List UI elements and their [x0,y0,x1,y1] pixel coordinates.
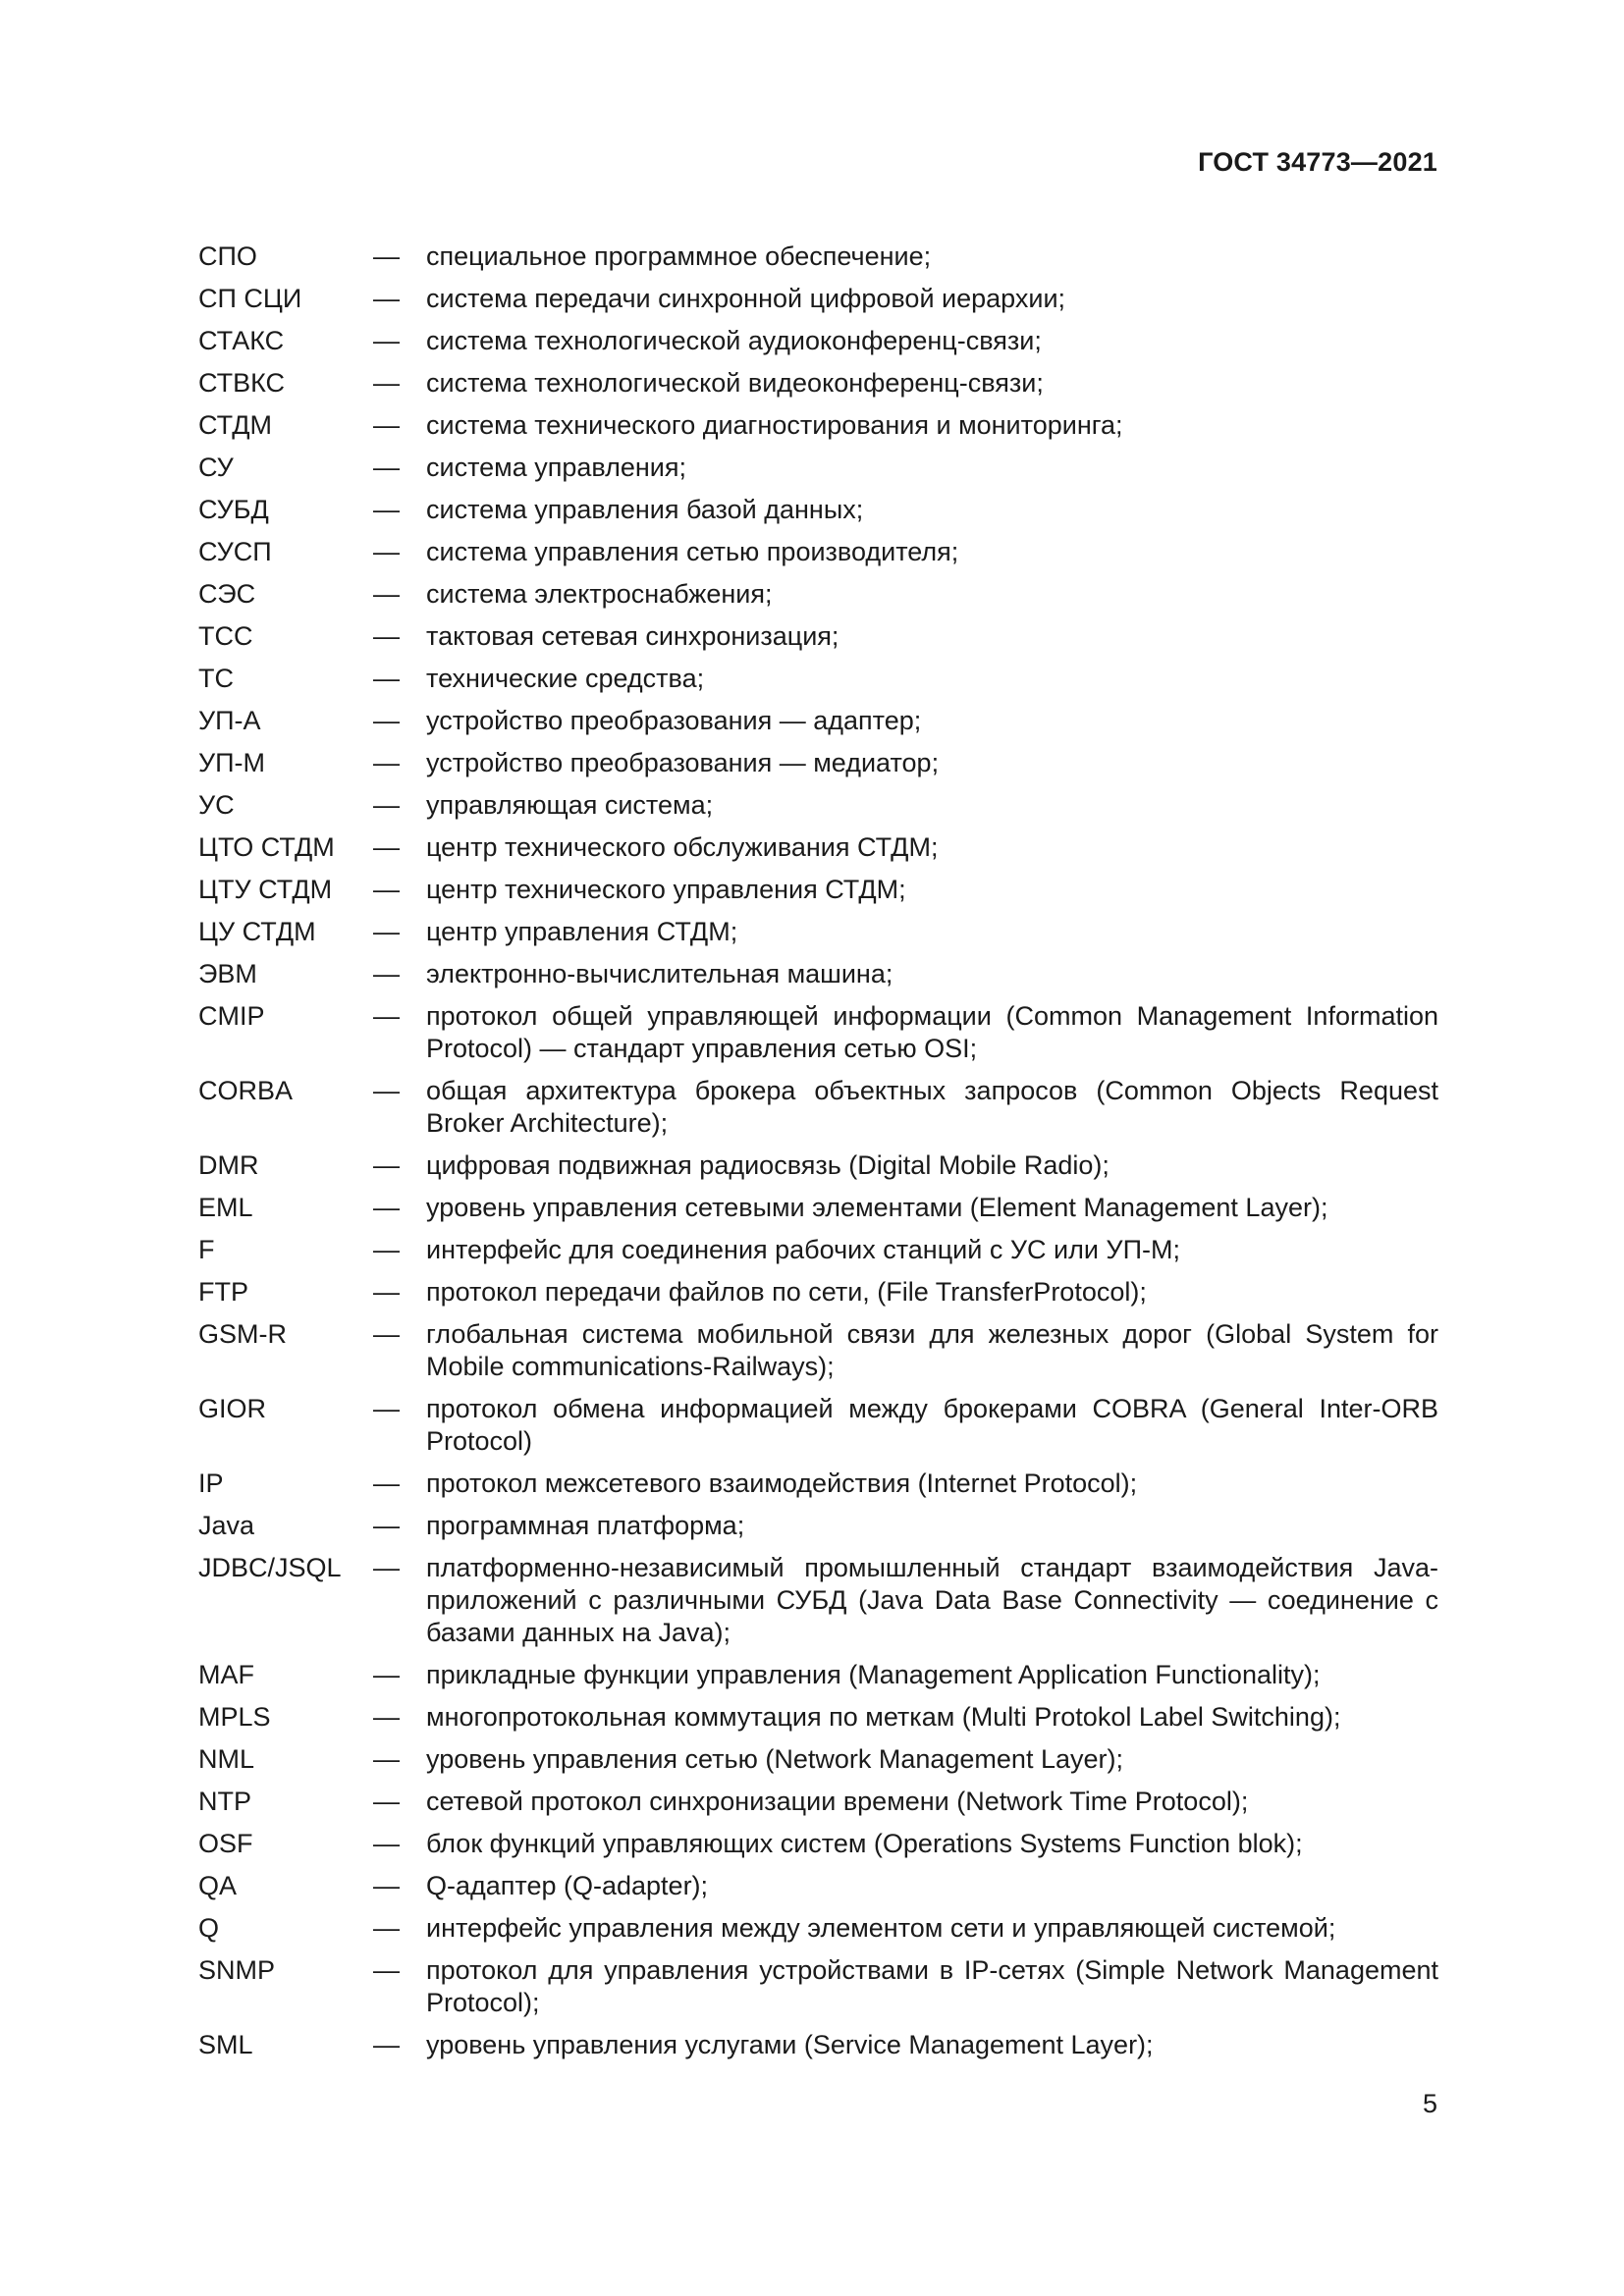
list-item [198,494,1438,526]
definition: цифровая подвижная радиосвязь (Digital Mobile Radio); [426,1150,1110,1180]
abbreviation: СУ [198,453,234,482]
list-item [198,240,1438,273]
definition: общая архитектура брокера объектных запросов (Common Objects Request Broker Architecture); [426,1076,1438,1138]
dash-separator: — [373,959,400,988]
abbreviation: СЭС [198,579,256,609]
definition: устройство преобразования — адаптер; [426,706,922,735]
dash-separator: — [373,748,400,777]
abbreviation: GSM-R [198,1319,287,1349]
list-item [198,1510,1438,1542]
definition: система управления базой данных; [426,495,864,524]
abbreviation: УП-М [198,748,266,777]
dash-separator: — [373,1660,400,1689]
definition: тактовая сетевая синхронизация; [426,621,839,651]
list-item [198,1912,1438,1945]
dash-separator: — [373,1913,400,1943]
list-item [198,578,1438,611]
definition: прикладные функции управления (Management Application Functionality); [426,1660,1321,1689]
list-item [198,1234,1438,1266]
definition: сетевой протокол синхронизации времени (Network Time Protocol); [426,1787,1249,1816]
dash-separator: — [373,1871,400,1900]
list-item [198,831,1438,864]
list-item [198,1870,1438,1902]
definition: система технического диагностирования и мониторинга; [426,410,1123,440]
abbreviation: СУСП [198,537,272,566]
abbreviation: СТАКС [198,326,285,355]
dash-separator: — [373,1193,400,1222]
dash-separator: — [373,1787,400,1816]
abbreviation: MPLS [198,1702,271,1732]
list-item [198,958,1438,990]
dash-separator: — [373,1150,400,1180]
list-item [198,409,1438,442]
list-item [198,705,1438,737]
list-item [198,1192,1438,1224]
abbreviation: IP [198,1468,224,1498]
dash-separator: — [373,832,400,862]
list-item [198,1701,1438,1734]
definition: система управления; [426,453,687,482]
definition: система управления сетью производителя; [426,537,959,566]
abbreviation: QA [198,1871,238,1900]
list-item [198,663,1438,695]
abbreviation: ЦТО СТДМ [198,832,335,862]
definition: интерфейс управления между элементом сети и управляющей системой; [426,1913,1336,1943]
definition: управляющая система; [426,790,714,820]
dash-separator: — [373,1744,400,1774]
list-item [198,536,1438,568]
dash-separator: — [373,2030,400,2059]
definition: уровень управления сетью (Network Management Layer); [426,1744,1123,1774]
dash-separator: — [373,664,400,693]
list-item [198,283,1438,315]
definition: глобальная система мобильной связи для железных дорог (Global System for Mobile communications-Railways); [426,1319,1438,1381]
dash-separator: — [373,1702,400,1732]
dash-separator: — [373,1468,400,1498]
abbreviation: DMR [198,1150,259,1180]
abbreviation: СТВКС [198,368,286,398]
list-item [198,1743,1438,1776]
abbreviation: СУБД [198,495,269,524]
definition: система технологической аудиоконференц-связи; [426,326,1042,355]
list-item [198,2029,1438,2061]
definition: технические средства; [426,664,705,693]
list-item [198,367,1438,400]
dash-separator: — [373,1394,400,1423]
abbreviation: SML [198,2030,253,2059]
dash-separator: — [373,621,400,651]
list-item [198,1659,1438,1691]
abbreviation: MAF [198,1660,254,1689]
abbreviation: FTP [198,1277,248,1307]
dash-separator: — [373,368,400,398]
dash-separator: — [373,706,400,735]
abbreviation: F [198,1235,215,1264]
abbreviation: EML [198,1193,253,1222]
definition: протокол общей управляющей информации (Common Management Information Protocol) — стандарт управления сетью OSI; [426,1001,1438,1063]
list-item [198,916,1438,948]
dash-separator: — [373,284,400,313]
definition: протокол межсетевого взаимодействия (Internet Protocol); [426,1468,1138,1498]
dash-separator: — [373,579,400,609]
definition: блок функций управляющих систем (Operations Systems Function blok); [426,1829,1303,1858]
list-item [198,1954,1438,2019]
definition: центр управления СТДМ; [426,917,738,946]
abbreviation: Java [198,1511,255,1540]
dash-separator: — [373,917,400,946]
abbreviation: GIOR [198,1394,267,1423]
dash-separator: — [373,326,400,355]
abbreviation: ЭВМ [198,959,257,988]
dash-separator: — [373,1235,400,1264]
list-item [198,325,1438,357]
definition: Q-адаптер (Q-adapter); [426,1871,709,1900]
page-number: 5 [1422,2089,1437,2118]
abbreviation: NTP [198,1787,251,1816]
dash-separator: — [373,241,400,271]
abbreviation: УП-А [198,706,261,735]
definition: центр технического обслуживания СТДМ; [426,832,939,862]
list-item [198,1828,1438,1860]
abbreviation: SNMP [198,1955,276,1985]
dash-separator: — [373,1553,400,1582]
definition: специальное программное обеспечение; [426,241,932,271]
abbreviation: ЦТУ СТДМ [198,875,333,904]
abbreviation: СТДМ [198,410,272,440]
document-header: ГОСТ 34773—2021 [1198,147,1437,177]
definition: устройство преобразования — медиатор; [426,748,940,777]
definition: протокол для управления устройствами в IP-сетях (Simple Network Management Protocol); [426,1955,1438,2017]
definition: протокол передачи файлов по сети, (File TransferProtocol); [426,1277,1147,1307]
definition: платформенно-независимый промышленный стандарт взаимодействия Java-приложений с различными СУБД (Java Data Base Connectivity — соединение с базами данных на Java); [426,1553,1438,1647]
definition: уровень управления сетевыми элементами (Element Management Layer); [426,1193,1328,1222]
list-item [198,874,1438,906]
dash-separator: — [373,453,400,482]
definition: электронно-вычислительная машина; [426,959,893,988]
definition: протокол обмена информацией между брокерами COBRA (General Inter-ORB Protocol) [426,1394,1438,1456]
definition: многопротокольная коммутация по меткам (Multi Protokol Label Switching); [426,1702,1341,1732]
list-item [198,1393,1438,1458]
definition: система электроснабжения; [426,579,773,609]
list-item [198,1075,1438,1140]
abbreviation: NML [198,1744,255,1774]
dash-separator: — [373,410,400,440]
dash-separator: — [373,1319,400,1349]
dash-separator: — [373,495,400,524]
abbreviation: OSF [198,1829,253,1858]
dash-separator: — [373,1076,400,1105]
list-item [198,1318,1438,1383]
abbreviation: CORBA [198,1076,294,1105]
dash-separator: — [373,875,400,904]
dash-separator: — [373,1001,400,1031]
definition: центр технического управления СТДМ; [426,875,906,904]
list-item [198,1786,1438,1818]
abbreviation: Q [198,1913,220,1943]
definition: система технологической видеоконференц-связи; [426,368,1044,398]
abbreviation: CMIP [198,1001,265,1031]
dash-separator: — [373,1829,400,1858]
dash-separator: — [373,537,400,566]
definition: интерфейс для соединения рабочих станций с УС или УП-М; [426,1235,1180,1264]
definition: уровень управления услугами (Service Management Layer); [426,2030,1154,2059]
list-item [198,1149,1438,1182]
abbreviation: ЦУ СТДМ [198,917,316,946]
list-item [198,1552,1438,1649]
abbreviation: JDBC/JSQL [198,1553,342,1582]
dash-separator: — [373,1277,400,1307]
list-item [198,620,1438,653]
definition: программная платформа; [426,1511,745,1540]
list-item [198,747,1438,779]
abbreviation: ТСС [198,621,253,651]
list-item [198,1276,1438,1308]
dash-separator: — [373,1955,400,1985]
abbreviation-list [198,240,1438,2071]
dash-separator: — [373,790,400,820]
abbreviation: СПО [198,241,257,271]
definition: система передачи синхронной цифровой иерархии; [426,284,1066,313]
abbreviation: ТС [198,664,234,693]
dash-separator: — [373,1511,400,1540]
abbreviation: СП СЦИ [198,284,302,313]
list-item [198,1468,1438,1500]
list-item [198,452,1438,484]
list-item [198,1000,1438,1065]
list-item [198,789,1438,822]
abbreviation: УС [198,790,235,820]
